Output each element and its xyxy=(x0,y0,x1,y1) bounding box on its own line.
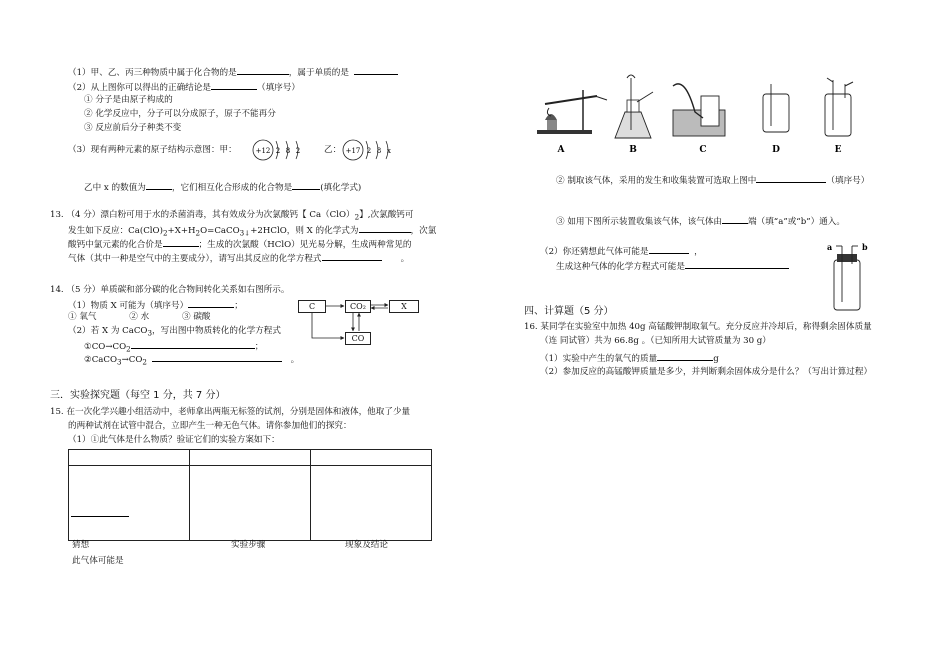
q16-line1: 16. 某同学在实验室中加热 40g 高锰酸钾制取氧气。充分反应并冷却后，称得剩余固体质量 xyxy=(524,322,872,332)
subscript: 3 xyxy=(147,328,153,338)
port-a-label: a xyxy=(827,242,833,252)
q16-part1 xyxy=(540,352,719,364)
q12-part1-text: （1）甲、乙、丙三种物质中属于化合物的是 xyxy=(68,68,237,78)
shell-count: 8 xyxy=(285,147,291,155)
q14-line5 xyxy=(84,353,299,367)
answer-blank[interactable] xyxy=(359,224,411,233)
q14-options xyxy=(68,312,211,322)
nucleus-charge: +17 xyxy=(345,147,361,155)
q13-text: O=CaCO xyxy=(200,226,240,236)
q15-text: （填序号） xyxy=(826,176,870,186)
q12-part2-text: （2）从上图你可以得出的正确结论是 xyxy=(68,83,211,93)
guess-answer-blank[interactable] xyxy=(71,508,129,517)
label-yi: 乙： xyxy=(324,145,342,155)
q16-line2: （连 同试管）共为 66.8g 。（已知所用大试管质量为 30 g） xyxy=(540,336,771,346)
flow-node-co: CO xyxy=(345,332,371,345)
answer-blank[interactable] xyxy=(756,174,826,183)
q14-line1: 14. （5 分）单质碳和部分碳的化合物间转化关系如右图所示。 xyxy=(50,285,290,295)
table-header-divider xyxy=(69,465,431,466)
q12-part3-text-b: 乙中 x 的数值为 xyxy=(84,183,146,193)
q12-option-1: ① 分子是由原子构成的 xyxy=(84,95,173,105)
q15-line2: 的两种试剂在试管中混合，立即产生一种无色气体。请你参加他们的探究： xyxy=(68,421,352,431)
flow-node-c: C xyxy=(298,300,326,313)
q15-text: （2）你还猜想此气体可能是 xyxy=(540,247,649,257)
q13-text: 发生如下反应：Ca(ClO) xyxy=(68,226,163,236)
q12-option-3: ③ 反应前后分子种类不变 xyxy=(84,123,182,133)
answer-blank[interactable] xyxy=(685,260,789,269)
subscript: 3↓ xyxy=(239,228,251,238)
apparatus-label: C xyxy=(699,145,707,155)
q13-line4 xyxy=(68,252,409,264)
q13-text: ；生成的次氯酸（HClO）见光易分解，生成两种常见的 xyxy=(198,240,412,250)
table-column-divider xyxy=(310,450,311,540)
q15-second-guess xyxy=(540,245,703,257)
section-3-heading: 三．实验探究题（每空 1 分，共 7 分） xyxy=(50,390,226,401)
q12-part2-text-b: （填序号） xyxy=(256,83,300,93)
apparatus-label: A xyxy=(557,145,565,155)
q15-part2 xyxy=(556,174,869,186)
q14-option: ① 氧气 xyxy=(68,312,97,322)
apparatus-figure xyxy=(535,72,870,157)
q13-line3 xyxy=(68,238,411,250)
q13-line2 xyxy=(68,224,436,238)
answer-blank[interactable] xyxy=(152,353,282,362)
q12-part1-text-b: ，属于单质的是 xyxy=(288,68,349,78)
subscript: 2 xyxy=(354,212,360,222)
gas-bottle-figure xyxy=(822,240,882,314)
apparatus-label: D xyxy=(772,145,780,155)
atom-diagram-yi xyxy=(340,137,402,163)
q13-text: +X+H xyxy=(167,226,196,236)
subscript: 3 xyxy=(117,357,122,367)
shell-count: 2 xyxy=(366,147,372,155)
answer-blank[interactable] xyxy=(188,299,234,308)
apparatus-c xyxy=(673,84,725,136)
q16-part2: （2）参加反应的高锰酸钾质量是多少，并判断剩余固体成分是什么？（写出计算过程） xyxy=(540,367,873,377)
q12-part3: （3）现有两种元素的原子结构示意图：甲： xyxy=(68,145,237,155)
experiment-table xyxy=(68,449,432,541)
q12-part1 xyxy=(68,66,398,78)
answer-blank[interactable] xyxy=(354,66,398,75)
guess-text: 此气体可能是 xyxy=(72,556,124,566)
answer-blank[interactable] xyxy=(163,238,199,247)
q12-option-2: ② 化学反应中，分子可以分成原子，原子不能再分 xyxy=(84,109,276,119)
table-column-divider xyxy=(189,450,190,540)
q14-text: （1）物质 X 可能为（填序号） xyxy=(68,301,189,311)
subscript: 2 xyxy=(162,228,168,238)
table-col-guess: 猜想 xyxy=(72,540,90,550)
q15-text: 端（填“a”或“b”）通入。 xyxy=(748,217,845,227)
q14-line3 xyxy=(68,326,281,338)
q14-text: →CO xyxy=(121,355,143,365)
q14-text: 。 xyxy=(290,355,300,365)
q13-text: ，次氯 xyxy=(410,226,437,236)
flow-node-x: X xyxy=(389,300,419,313)
q14-text: ； xyxy=(234,301,243,311)
q14-line2 xyxy=(68,299,243,311)
atom-diagram-jia xyxy=(250,137,310,163)
q14-option: ② 水 xyxy=(129,312,150,322)
answer-blank[interactable] xyxy=(131,340,255,349)
answer-blank[interactable] xyxy=(211,81,257,90)
subscript: 2 xyxy=(126,344,131,354)
subscript: 2 xyxy=(142,357,147,367)
q15-text: ② 制取该气体，采用的发生和收集装置可选取上图中 xyxy=(556,176,757,186)
q15-text: ③ 如用下图所示装置收集该气体，该气体由 xyxy=(556,217,723,227)
answer-blank[interactable] xyxy=(657,352,713,361)
flow-arrows xyxy=(296,296,422,348)
answer-blank[interactable] xyxy=(322,252,382,261)
flow-node-co2: CO₂ xyxy=(345,300,371,313)
q12-part3-answer xyxy=(84,181,361,193)
q13-text: 】,次氯酸钙可 xyxy=(359,210,414,220)
arrow-c-to-co xyxy=(312,313,344,338)
subscript: 2 xyxy=(195,228,201,238)
q16-text: （1）实验中产生的氧气的质量 xyxy=(540,354,658,364)
q15-equation xyxy=(556,260,789,272)
apparatus-a xyxy=(537,90,607,134)
apparatus-label: E xyxy=(834,145,842,155)
q14-text: ②CaCO xyxy=(84,355,118,365)
q14-text: ； xyxy=(254,342,264,352)
q13-text: 气体（其中一种是空气中的主要成分），请写出其反应的化学方程式 xyxy=(68,254,322,264)
q15-text: 生成这种气体的化学方程式可能是 xyxy=(556,262,685,272)
table-col-result: 现象及结论 xyxy=(345,540,388,550)
q15-line1: 15. 在一次化学兴趣小组活动中，老师拿出两瓶无标签的试剂，分别是固体和液体，他取了少量 xyxy=(50,407,411,417)
apparatus-e xyxy=(825,78,853,136)
q12-part3-text-d: (填化学式) xyxy=(320,183,362,193)
table-col-steps: 实验步骤 xyxy=(231,540,266,550)
q12-part3-text-c: ，它们相互化合形成的化合物是 xyxy=(171,183,293,193)
shell-count: 2 xyxy=(275,147,281,155)
q13-text: 酸钙中氯元素的化合价是 xyxy=(68,240,163,250)
answer-blank[interactable] xyxy=(146,181,172,190)
shell-count: 2 xyxy=(295,147,301,155)
q13-line1 xyxy=(50,210,413,222)
shell-count: x xyxy=(387,147,391,155)
answer-blank[interactable] xyxy=(722,215,748,224)
answer-blank[interactable] xyxy=(292,181,320,190)
q12-part2 xyxy=(68,81,300,93)
q16-text: g xyxy=(713,354,719,364)
q14-option: ③ 碳酸 xyxy=(182,312,211,322)
q15-line3: （1）①此气体是什么物质？验证它们的实验方案如下： xyxy=(68,435,280,445)
q14-text: ①CO→CO xyxy=(84,342,127,352)
q14-text: ，写出图中物质转化的化学方程式 xyxy=(152,326,281,336)
q13-text: +2HClO，则 X 的化学式为 xyxy=(250,226,359,236)
q15-part3 xyxy=(556,215,845,227)
answer-blank[interactable] xyxy=(649,245,689,254)
apparatus-b xyxy=(615,75,653,138)
nucleus-charge: +12 xyxy=(255,147,271,155)
q13-text: 13. （4 分）漂白粉可用于水的杀菌消毒，其有效成分为次氯酸钙【 Ca（ClO） xyxy=(50,210,355,220)
q15-text: ， xyxy=(694,247,703,257)
section-4-heading: 四、计算题（5 分） xyxy=(524,306,614,317)
apparatus-label: B xyxy=(629,145,637,155)
answer-blank[interactable] xyxy=(237,66,289,75)
q14-text: （2）若 X 为 CaCO xyxy=(68,326,148,336)
shell-count: 8 xyxy=(376,147,382,155)
apparatus-d xyxy=(763,84,789,132)
port-b-label: b xyxy=(862,242,868,252)
q13-text: 。 xyxy=(400,254,410,264)
